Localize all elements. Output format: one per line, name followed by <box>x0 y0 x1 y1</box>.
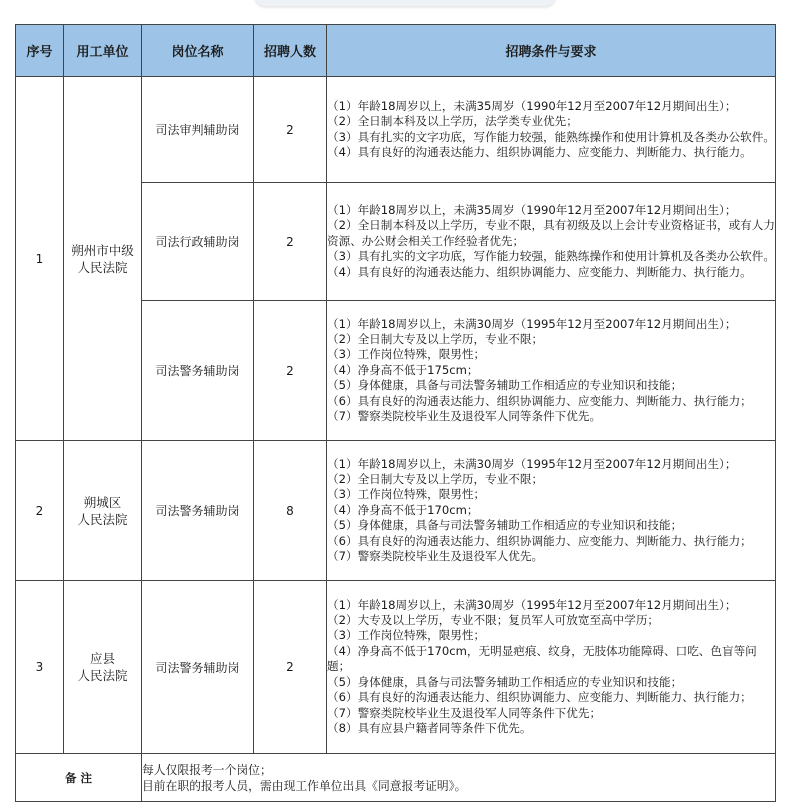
unit-line: 人民法院 <box>77 511 128 527</box>
position-name: 司法警务辅助岗 <box>142 301 254 441</box>
top-bar <box>0 0 795 24</box>
recruitment-table <box>15 24 776 802</box>
requirement-item: （4）净身高不低于170cm，无明显疤痕、纹身，无肢体功能障碍、口吃、色盲等问题； <box>327 643 757 674</box>
note-label: 备 注 <box>16 754 142 802</box>
position-count: 8 <box>254 441 327 581</box>
position-count: 2 <box>254 301 327 441</box>
position-count: 2 <box>254 77 327 183</box>
row-index: 2 <box>16 441 64 581</box>
requirements-cell <box>327 441 776 581</box>
requirement-item: （6）具有良好的沟通表达能力、组织协调能力、应变能力、判断能力、执行能力； <box>327 393 752 408</box>
position-name: 司法警务辅助岗 <box>142 581 254 754</box>
requirement-item: （2）全日制本科及以上学历，法学类专业优先； <box>327 114 578 129</box>
requirements-cell <box>327 581 776 754</box>
header-unit: 用工单位 <box>64 25 142 77</box>
requirement-item: （2）大专及以上学历，专业不限；复员军人可放宽至高中学历； <box>327 613 660 628</box>
requirement-item: （1）年龄18周岁以上，未满30周岁（1995年12月至2007年12月期间出生）； <box>327 597 737 612</box>
requirement-item: （2）全日制本科及以上学历，专业不限，具有初级及以上会计专业资格证书，或有人力资源、办公财会相关工作经验者优先； <box>327 218 775 248</box>
unit-cell <box>64 581 142 754</box>
requirement-item: （7）警察类院校毕业生及退役军人优先。 <box>327 549 544 564</box>
requirement-item: （4）具有良好的沟通表达能力、组织协调能力、应变能力、判断能力、执行能力。 <box>327 144 752 159</box>
requirement-item: （4）净身高不低于175cm； <box>327 362 479 377</box>
header-index: 序号 <box>16 25 64 77</box>
requirement-item: （7）警察类院校毕业生及退役军人同等条件下优先。 <box>327 409 602 424</box>
requirement-item: （1）年龄18周岁以上，未满35周岁（1990年12月至2007年12月期间出生）； <box>327 98 737 113</box>
unit-line: 人民法院 <box>77 668 128 683</box>
requirement-item: （6）具有良好的沟通表达能力、组织协调能力、应变能力、判断能力、执行能力； <box>327 690 752 705</box>
requirement-item: （2）全日制大专及以上学历，专业不限； <box>327 331 544 346</box>
unit-line: 应县 <box>89 651 115 666</box>
unit-line: 人民法院 <box>77 259 128 275</box>
header-requirements: 招聘条件与要求 <box>327 25 776 77</box>
note-text <box>142 754 776 802</box>
row-index: 1 <box>16 77 64 441</box>
header-position: 岗位名称 <box>142 25 254 77</box>
requirement-item: （1）年龄18周岁以上，未满35周岁（1990年12月至2007年12月期间出生）； <box>327 202 737 217</box>
requirement-item: （3）具有扎实的文字功底，写作能力较强，能熟练操作和使用计算机及各类办公软件。 <box>327 129 775 144</box>
position-count: 2 <box>254 581 327 754</box>
requirement-item: （6）具有良好的沟通表达能力、组织协调能力、应变能力、判断能力、执行能力； <box>327 533 752 548</box>
unit-line: 朔州市中级 <box>71 242 134 258</box>
unit-cell <box>64 77 142 441</box>
unit-cell <box>64 441 142 581</box>
header-row <box>16 25 776 77</box>
requirements-cell <box>327 301 776 441</box>
requirement-item: （1）年龄18周岁以上，未满30周岁（1995年12月至2007年12月期间出生）； <box>327 316 737 331</box>
position-name: 司法审判辅助岗 <box>142 77 254 183</box>
requirement-item: （4）净身高不低于170cm； <box>327 502 479 517</box>
requirement-item: （3）具有扎实的文字功底，写作能力较强，能熟练操作和使用计算机及各类办公软件。 <box>327 249 775 264</box>
position-name: 司法警务辅助岗 <box>142 441 254 581</box>
requirement-item: （5）身体健康，具备与司法警务辅助工作相适应的专业知识和技能； <box>327 674 683 689</box>
requirement-item: （3）工作岗位特殊，限男性； <box>327 347 486 362</box>
requirement-item: （2）全日制大专及以上学历，专业不限； <box>327 471 544 486</box>
requirement-item: （5）身体健康，具备与司法警务辅助工作相适应的专业知识和技能； <box>327 378 683 393</box>
search-pill <box>255 0 555 6</box>
requirement-item: （5）身体健康，具备与司法警务辅助工作相适应的专业知识和技能； <box>327 518 683 533</box>
requirement-item: （3）工作岗位特殊，限男性； <box>327 487 486 502</box>
note-line: 目前在职的报考人员，需由现工作单位出具《同意报考证明》。 <box>142 778 467 793</box>
table-row <box>16 581 776 754</box>
table-row <box>16 441 776 581</box>
requirements-cell <box>327 183 776 301</box>
requirement-item: （1）年龄18周岁以上，未满30周岁（1995年12月至2007年12月期间出生）； <box>327 456 737 471</box>
requirements-cell <box>327 77 776 183</box>
requirement-item: （3）工作岗位特殊，限男性； <box>327 628 486 643</box>
header-count: 招聘人数 <box>254 25 327 77</box>
position-count: 2 <box>254 183 327 301</box>
requirement-item: （7）警察类院校毕业生及退役军人同等条件下优先； <box>327 705 602 720</box>
note-line: 每人仅限报考一个岗位； <box>142 762 272 777</box>
row-index: 3 <box>16 581 64 754</box>
requirement-item: （8）具有应县户籍者同等条件下优先。 <box>327 720 532 735</box>
requirement-item: （4）具有良好的沟通表达能力、组织协调能力、应变能力、判断能力、执行能力。 <box>327 264 752 279</box>
position-name: 司法行政辅助岗 <box>142 183 254 301</box>
table-row <box>16 77 776 183</box>
unit-line: 朔城区 <box>83 494 122 510</box>
note-row <box>16 754 776 802</box>
